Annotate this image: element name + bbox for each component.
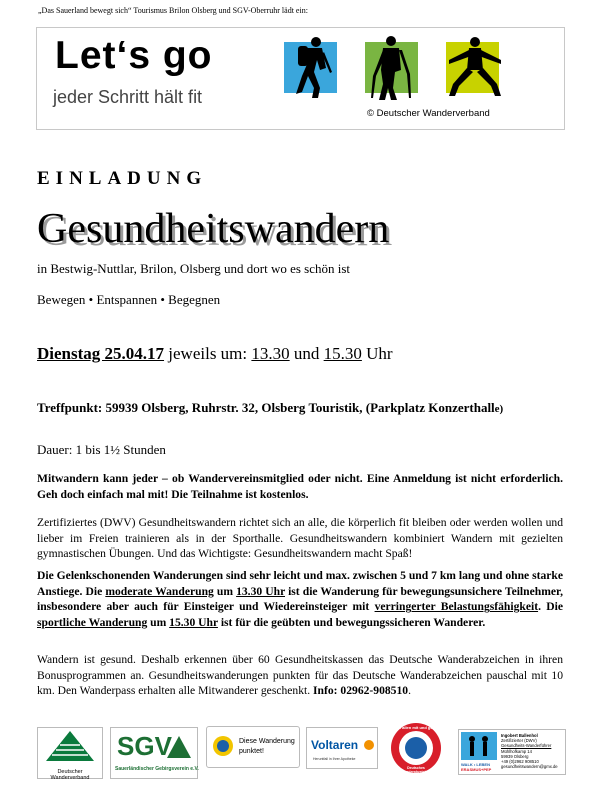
text: um [213,584,237,598]
text: Die Gelenkschonenden Wanderungen sind sehr leicht und max. zwischen 5 und 7 km lang und ohne starke Anstiege. Die [37,569,563,598]
motto-line [37,292,220,308]
seal-bottom-text: Deutsches Wanderabzeichen [401,766,431,774]
paragraph-tours [37,568,563,631]
text: verringerter Belastungsfähigkeit [374,600,539,614]
text: ist für die geübten und bewegungssicheren Wanderer. [217,616,486,630]
sgv-logo-letters: SGV [117,731,172,761]
banner-slogan: jeder Schritt hält fit [53,87,203,107]
dwv-logo-text: Deutscher Wanderverband [50,769,90,781]
text: . Die [538,600,563,614]
voltaren-dot-icon [363,739,375,751]
text: um [147,616,170,630]
page-title: Gesundheitswandern [37,206,390,252]
time-1: 13.30 [251,344,290,363]
walkers-icon [461,732,497,760]
card-line: 59939 Olsberg [501,753,529,759]
badge-icon [212,735,234,757]
text: moderate Wanderung [105,584,214,598]
punktet-line-1: Diese Wanderung [239,738,295,745]
tree-icon [165,736,193,760]
card-email: gesundheitswandern@gmx.de [501,764,558,770]
bullet-icon: • [160,292,165,307]
mountain-icon [38,728,102,764]
text: ist die Wanderung für bewegungsunsichere Teilnehmer, insbesondere aber auch für Einsteiger und Wiedereinsteiger mit [37,584,563,614]
card-name: Ingobert Ballenhol [501,733,538,738]
hiker-backpack-icon [284,32,344,104]
paragraph-participation: Mitwandern kann jeder – ob Wandervereinsmitglied oder nicht. Eine Anmeldung ist nicht erforderlich. Geh doch einfach mal mit! Die Teilnahme ist kostenlos. [37,472,563,501]
date-and: und [289,344,324,363]
nordic-walker-icon [361,32,421,104]
meeting-point [37,400,503,416]
text: . [408,684,411,698]
guide-business-card [458,729,566,775]
time-2: 15.30 [323,344,362,363]
wanderabzeichen-seal [390,720,442,776]
card-details [501,733,558,769]
event-date [37,344,393,364]
punktet-line-2: punktet! [239,748,264,755]
motto-item: Begegnen [168,292,221,307]
punktet-badge [206,726,300,768]
voltaren-subtext: Heruntfall in Ihrer Apotheke [313,757,356,761]
exercise-stretch-icon [443,32,507,104]
text: 13.30 Uhr [236,584,285,598]
motto-item: Bewegen [37,292,86,307]
banner-title: Let‘s go [55,34,213,77]
header-line: „Das Sauerland bewegt sich“ Tourismus Brilon Olsberg und SGV-Oberruhr lädt ein: [38,6,308,15]
dwv-logo [37,727,103,779]
date-unit: Uhr [361,344,393,363]
card-phone: +49 (0)2962 908510 [501,759,539,765]
text: 15.30 Uhr [169,616,218,630]
motto-item: Entspannen [96,292,158,307]
meeting-tail: e) [494,403,504,415]
voltaren-logo-text: Voltaren [311,738,359,752]
bullet-icon: • [88,292,94,307]
paragraph-bonus [37,652,563,699]
duration: Dauer: 1 bis 1½ Stunden [37,442,166,457]
date-text: jeweils um: [164,344,252,363]
card-brand: WALK • LEBEN [461,762,490,767]
meeting-text: Treffpunkt: 59939 Olsberg, Ruhrstr. 32, Olsberg Touristik, (Parkplatz Konzerthall [37,400,495,415]
info-phone: Info: 02962-908510 [313,684,409,698]
punktet-text [239,737,295,757]
lets-go-banner [36,27,565,130]
sgv-logo [110,727,198,779]
banner-copyright: © Deutscher Wanderverband [367,108,490,119]
sgv-logo-text: Sauerländischer Gebirgsverein e.V. [115,766,199,772]
event-day: Dienstag 25.04.17 [37,344,165,363]
card-line: Mühlhofkamp 14 [501,748,532,754]
seal-top-text: Bei allen mit und gehe mit! [394,725,438,735]
text: Wandern ist gesund. Deshalb erkennen über 60 Gesundheitskassen das Deutsche Wanderabzeichen in ihren Bonusprogrammen an. Gesundheitswanderungen punkten für das Deutsche Wanderabzeichen pauschal mit 10 km. Den Wanderpass erhalten alle Mitwanderer geschenkt. [37,653,563,698]
voltaren-logo [306,727,378,769]
paragraph-description: Zertifiziertes (DWV) Gesundheitswandern richtet sich an alle, die körperlich fit bleiben oder werden wollen und lieber im Freien trainieren als in der Sporthalle. Gesundheitswandern kombiniert Wandern mit gezielten gymnastischen Übungen. Und das Wichtigste: Gesundheitswandern macht Spaß! [37,516,563,561]
invitation-heading: EINLADUNG [37,168,208,189]
card-brand-2: ERASMUS+PEP [461,767,492,772]
regions-line: in Bestwig-Nuttlar, Brilon, Olsberg und dort wo es schön ist [37,261,351,276]
text: sportliche Wanderung [37,616,148,630]
card-line: Gesundheits-Wanderführer [501,743,552,749]
card-line: Zertifizierter (DWV) [501,738,537,744]
